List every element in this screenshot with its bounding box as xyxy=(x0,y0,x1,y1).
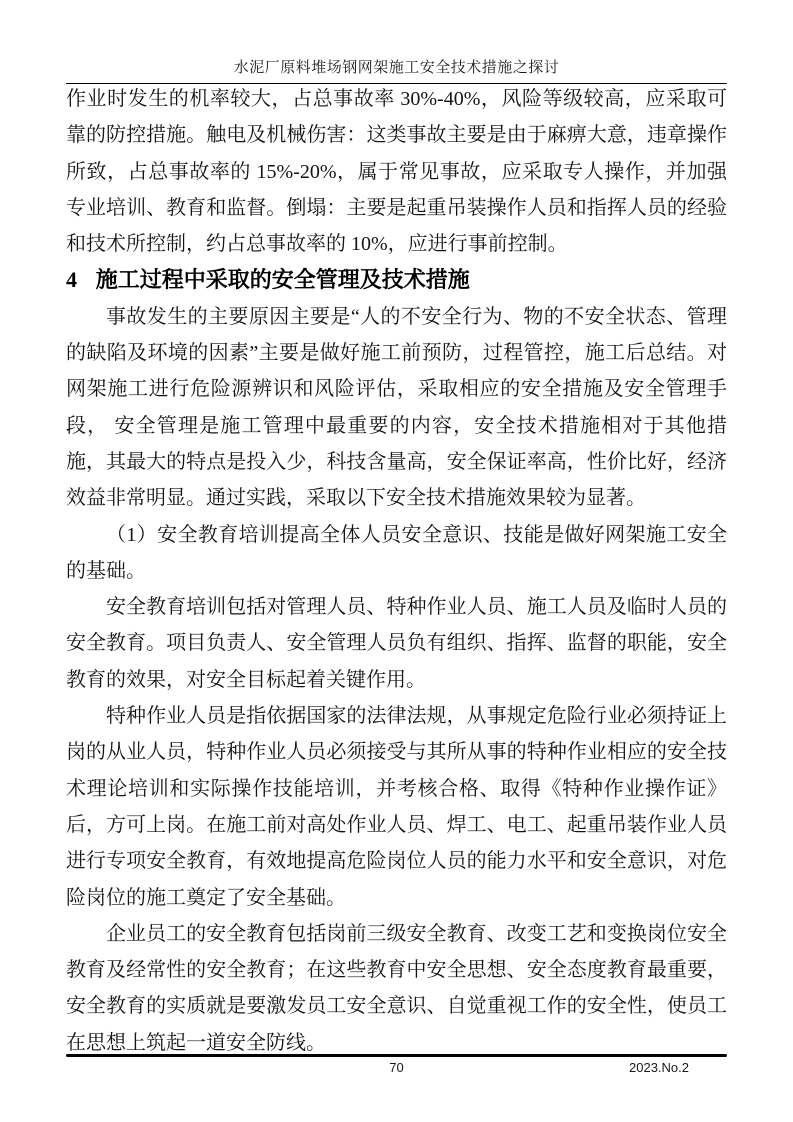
paragraph-opening: 作业时发生的机率较大，占总事故率 30%-40%，风险等级较高，应采取可靠的防控措施。触电及机械伤害：这类事故主要是由于麻痹大意，违章操作所致，占总事故率的 15%-20%，属于常见事故，应采取专人操作，并加强专业培训、教育和监督。倒塌：主要是起重吊装操作人员和指挥人员的经验和技术所控制，约占总事故率的 10%，应进行事前控制。 xyxy=(66,88,727,256)
paragraph: 企业员工的安全教育包括岗前三级安全教育、改变工艺和变换岗位安全教育及经常性的安全教育；在这些教育中安全思想、安全态度教育最重要，安全教育的实质就是要激发员工安全意识、自觉重视工作的安全性，使员工在思想上筑起一道安全防线。 xyxy=(66,922,727,1054)
paragraph: 事故发生的主要原因主要是“人的不安全行为、物的不安全状态、管理的缺陷及环境的因素”主要是做好施工前预防，过程管控，施工后总结。对网架施工进行危险源辨识和风险评估，采取相应的安全措施及安全管理手段， 安全管理是施工管理中最重要的内容，安全技术措施相对于其他措施，其最大的特点是投入少，科技含量高，安全保证率高，性价比好，经济效益非常明显。通过实践，采取以下安全技术措施效果较为显著。 xyxy=(66,305,727,510)
document-body xyxy=(66,81,727,1061)
section-title: 施工过程中采取的安全管理及技术措施 xyxy=(95,267,470,293)
page-footer xyxy=(66,1060,727,1080)
section-number: 4 xyxy=(66,267,77,293)
paragraph: 特种作业人员是指依据国家的法律法规，从事规定危险行业必须持证上岗的从业人员，特种作业人员必须接受与其所从事的特种作业相应的安全技术理论培训和实际操作技能培训，并考核合格、取得《特种作业操作证》后，方可上岗。在施工前对高处作业人员、焊工、电工、起重吊装作业人员进行专项安全教育，有效地提高危险岗位人员的能力水平和安全意识，对危险岗位的施工奠定了安全基础。 xyxy=(66,705,727,909)
paragraph: （1）安全教育培训提高全体人员安全意识、技能是做好网架施工安全的基础。 xyxy=(66,523,727,582)
issue-label: 2023.No.2 xyxy=(629,1060,689,1075)
paragraph: 安全教育培训包括对管理人员、特种作业人员、施工人员及临时人员的安全教育。项目负责人、安全管理人员负有组织、指挥、监督的职能，安全教育的效果，对安全目标起着关键作用。 xyxy=(66,596,727,691)
footer-divider xyxy=(66,1054,727,1057)
running-title: 水泥厂原料堆场钢网架施工安全技术措施之探讨 xyxy=(233,60,560,76)
page-number: 70 xyxy=(389,1060,404,1075)
section-heading xyxy=(66,262,727,298)
